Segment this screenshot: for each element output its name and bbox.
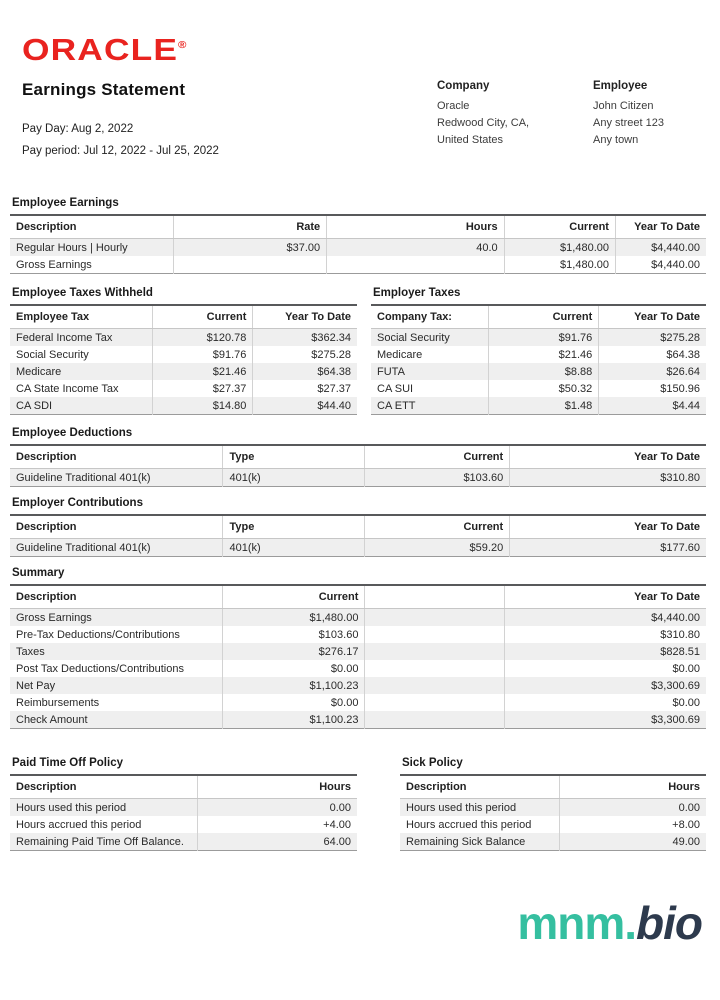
table-cell [365,609,504,627]
pay-period-line: Pay period: Jul 12, 2022 - Jul 25, 2022 [22,145,219,157]
table-row [10,363,357,380]
table-cell: 64.00 [197,833,357,851]
table-cell: CA SDI [10,397,152,415]
column-header: Year To Date [599,305,706,329]
table-cell: Gross Earnings [16,258,92,271]
table-cell: Social Security [16,348,89,361]
employee-earnings [10,214,706,274]
column-header: Description [400,775,559,799]
mnm-bio-logo-suffix: bio [636,897,702,949]
table-cell: $1,480.00 [504,239,615,257]
table-cell: Post Tax Deductions/Contributions [16,662,184,675]
company-block [437,80,593,149]
section-sick-policy [400,757,706,851]
table-cell: $21.46 [488,346,599,363]
table-row [10,239,706,257]
section-pto-policy [10,757,357,851]
table-cell: 0.00 [197,799,357,817]
table-cell: 49.00 [559,833,706,851]
pay-info [22,118,219,162]
header-row [10,515,706,539]
table-cell: $14.80 [152,397,253,415]
table-cell: $50.32 [488,380,599,397]
table-cell: $275.28 [599,329,706,347]
column-header: Current [152,305,253,329]
table-row [400,799,706,817]
section-title: Employee Taxes Withheld [12,287,153,299]
table-cell [365,660,504,677]
section-title: Summary [12,567,65,579]
column-header: Description [10,775,197,799]
employer-contributions-table [10,514,706,557]
company-city: Redwood City, CA, [437,117,530,129]
table-cell: $4,440.00 [615,256,706,274]
table-cell: $27.37 [253,380,357,397]
table-cell: 401(k) [223,469,365,487]
table-cell: Remaining Paid Time Off Balance. [10,833,197,851]
section-employee-deductions [10,427,706,487]
registered-trademark-icon: ® [178,40,188,51]
table-cell: $362.34 [253,329,357,347]
section-summary [10,567,706,729]
column-header: Hours [327,215,504,239]
table-row [10,539,706,557]
column-header: Year To Date [253,305,357,329]
table-cell: $64.38 [253,363,357,380]
table-cell: $91.76 [152,346,253,363]
column-header: Current [222,585,365,609]
table-cell: Medicare [10,363,152,380]
table-cell: Regular Hours | Hourly [10,239,174,257]
oracle-logo [22,32,188,68]
table-cell: Guideline Traditional 401(k) [10,469,223,487]
table-cell: Hours accrued this period [406,818,532,831]
table-cell: $0.00 [504,694,706,711]
company-name: Oracle [437,100,470,112]
employee-deductions [10,444,706,487]
table-cell [365,694,504,711]
column-header: Description [10,515,223,539]
header-row [371,305,706,329]
employee-street: Any street 123 [593,117,664,129]
employee-taxes-table [10,304,357,415]
table-cell: $0.00 [222,694,365,711]
table-cell: $3,300.69 [504,711,706,729]
column-header: Year To Date [504,585,706,609]
table-row [10,346,357,363]
table-row [10,329,357,347]
employee-earnings-table [10,214,706,274]
table-row [10,626,706,643]
table-row [10,833,357,851]
company-label: Company [437,80,490,92]
table-cell [365,626,504,643]
table-cell: +8.00 [559,816,706,833]
table-cell: CA SUI [377,382,414,395]
table-cell: $1.48 [488,397,599,415]
table-cell: Guideline Traditional 401(k) [10,539,223,557]
column-header: Description [10,585,222,609]
column-header: Employee Tax [10,305,152,329]
header-row [10,305,357,329]
section-title: Employer Taxes [373,287,461,299]
column-header: Hours [559,775,706,799]
sick-policy-table [400,774,706,851]
employee-label: Employee [593,80,648,92]
header-row [10,445,706,469]
table-cell: Net Pay [10,677,222,694]
table-row [10,643,706,660]
table-row [10,799,357,817]
header-row [10,215,706,239]
table-cell: $310.80 [504,626,706,643]
table-cell: $0.00 [222,660,365,677]
table-cell: $37.00 [174,239,327,257]
column-header: Type [223,515,365,539]
table-cell: CA State Income Tax [16,382,119,395]
table-cell: $120.78 [152,329,253,347]
table-cell [365,643,504,660]
employee-deductions-table [10,444,706,487]
table-cell: Hours accrued this period [16,818,142,831]
column-header: Type [223,445,365,469]
table-cell: $27.37 [152,380,253,397]
header-row [10,585,706,609]
table-row [371,397,706,415]
section-title: Sick Policy [402,757,463,769]
section-employer-contributions [10,497,706,557]
table-cell: $4.44 [599,397,706,415]
summary-table [10,584,706,729]
table-cell: 0.00 [559,799,706,817]
section-title: Paid Time Off Policy [12,757,123,769]
column-header: Current [504,215,615,239]
table-row [371,363,706,380]
table-cell: $8.88 [488,363,599,380]
table-cell: $44.40 [253,397,357,415]
table-cell: $4,440.00 [504,609,706,627]
table-row [10,256,706,274]
table-cell: $275.28 [253,346,357,363]
column-header: Year To Date [510,515,706,539]
table-cell [365,711,504,729]
mnm-bio-logo-prefix: mnm. [517,897,637,949]
address-blocks [437,80,720,149]
table-row [10,711,706,729]
table-cell: FUTA [371,363,488,380]
table-cell: $59.20 [365,539,510,557]
table-cell: $4,440.00 [615,239,706,257]
oracle-logo-text: ORACLE [22,32,179,67]
column-header: Rate [174,215,327,239]
table-cell: Taxes [10,643,222,660]
section-policies [10,757,706,851]
table-row [371,329,706,347]
table-cell: $91.76 [488,329,599,347]
employee-town: Any town [593,134,639,146]
pto-policy-table [10,774,357,851]
section-employee-taxes [10,287,357,415]
table-cell: Medicare [377,348,423,361]
table-row [400,816,706,833]
table-cell [365,677,504,694]
table-cell [174,256,327,274]
company-country: United States [437,134,504,146]
table-cell: Gross Earnings [10,609,222,627]
column-header: Company Tax: [371,305,488,329]
table-row [10,380,357,397]
table-cell: Pre-Tax Deductions/Contributions [16,628,180,641]
column-header: Year To Date [615,215,706,239]
section-employer-taxes [371,287,706,415]
table-cell [327,256,504,274]
table-cell: $103.60 [222,626,365,643]
table-cell: Social Security [371,329,488,347]
summary [10,584,706,729]
employee-name: John Citizen [593,100,654,112]
table-cell: Reimbursements [16,696,100,709]
table-cell: $26.64 [599,363,706,380]
employer-contributions [10,514,706,557]
pto-policy [10,774,357,851]
section-title: Employee Deductions [12,427,133,439]
column-header: Current [365,515,510,539]
table-cell: $1,480.00 [222,609,365,627]
table-row [400,833,706,851]
table-row [371,346,706,363]
table-cell: $3,300.69 [504,677,706,694]
header-row [10,775,357,799]
table-row [10,469,706,487]
section-title: Employer Contributions [12,497,143,509]
column-header: Description [10,445,223,469]
column-header [365,585,504,609]
header-row [400,775,706,799]
table-cell: +4.00 [197,816,357,833]
table-cell: Remaining Sick Balance [400,833,559,851]
column-header: Description [10,215,174,239]
pay-day-line: Pay Day: Aug 2, 2022 [22,123,134,135]
column-header: Current [488,305,599,329]
employee-taxes [10,304,357,415]
table-cell: $177.60 [510,539,706,557]
table-cell: $0.00 [504,660,706,677]
table-cell: Check Amount [10,711,222,729]
table-row [10,816,357,833]
table-row [10,609,706,627]
page-title: Earnings Statement [22,80,186,99]
table-cell: $828.51 [504,643,706,660]
table-cell: $1,100.23 [222,677,365,694]
table-cell: $150.96 [599,380,706,397]
employee-block [593,80,720,149]
table-cell: $1,100.23 [222,711,365,729]
table-cell: Federal Income Tax [10,329,152,347]
table-cell: $276.17 [222,643,365,660]
table-cell: Hours used this period [10,799,197,817]
employer-taxes [371,304,706,415]
table-cell: $1,480.00 [504,256,615,274]
table-cell: 40.0 [327,239,504,257]
table-cell: $310.80 [510,469,706,487]
section-taxes [10,287,706,415]
table-row [10,660,706,677]
table-row [10,694,706,711]
section-employee-earnings [10,197,706,274]
table-cell: $21.46 [152,363,253,380]
employer-taxes-table [371,304,706,415]
table-cell: $64.38 [599,346,706,363]
column-header: Year To Date [510,445,706,469]
table-cell: $103.60 [365,469,510,487]
table-row [371,380,706,397]
table-row [10,677,706,694]
column-header: Hours [197,775,357,799]
table-cell: CA ETT [371,397,488,415]
mnm-bio-logo [517,896,702,950]
column-header: Current [365,445,510,469]
table-row [10,397,357,415]
sick-policy [400,774,706,851]
table-cell: 401(k) [223,539,365,557]
section-title: Employee Earnings [12,197,119,209]
table-cell: Hours used this period [400,799,559,817]
